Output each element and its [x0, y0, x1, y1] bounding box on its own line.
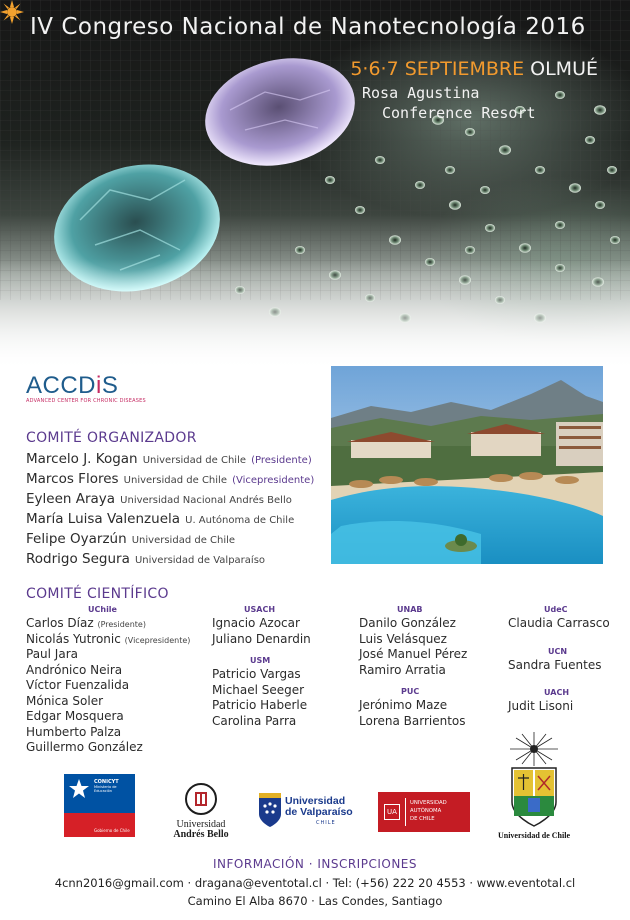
institution-head: USACH	[244, 605, 276, 614]
contact-line[interactable]: 4cnn2016@gmail.com · dragana@eventotal.cl · Tel: (+56) 222 20 4553 · www.eventotal.cl	[54, 876, 576, 890]
organizing-committee-title: COMITÉ ORGANIZADOR	[26, 430, 197, 446]
sci-member: Carolina Parra	[212, 713, 297, 728]
institution-head: PUC	[401, 687, 420, 696]
institution-head: UACH	[544, 688, 570, 697]
institution-head: UNAB	[397, 605, 423, 614]
uv-shield-icon	[258, 792, 282, 828]
sci-member: Judit Lisoni	[508, 699, 574, 713]
congress-dates	[350, 58, 598, 80]
org-member: Eyleen Araya Universidad Nacional Andrés Bello	[26, 491, 292, 507]
sci-member: Guillermo González	[26, 740, 143, 754]
institution-head: USM	[250, 656, 271, 665]
institution-head: UdeC	[544, 605, 568, 614]
sci-member: Patricio Vargas	[212, 667, 301, 681]
sci-member: Andrónico Neira	[26, 662, 123, 677]
sci-member: Juliano Denardin	[212, 631, 311, 646]
org-member: Marcos Flores Universidad de Chile (Vicepresidente)	[26, 471, 315, 487]
sci-member: Sandra Fuentes	[508, 657, 602, 672]
sci-member: Nicolás Yutronic (Vicepresidente)	[26, 631, 191, 646]
venue-line-1: Rosa Agustina	[362, 84, 480, 102]
unab-logo: Universidad Andrés Bello	[166, 782, 236, 840]
sci-member: Patricio Haberle	[212, 698, 308, 712]
sci-col-uchile	[26, 604, 196, 756]
place-text: OLMUÉ	[530, 58, 598, 80]
sci-col-udec-ucn-uach	[508, 604, 618, 715]
dates-text: 5·6·7 SEPTIEMBRE	[350, 58, 525, 80]
sci-member: Edgar Mosquera	[26, 709, 124, 723]
sci-member: José Manuel Pérez	[359, 647, 468, 661]
uchile-crest-icon	[494, 732, 574, 830]
sci-col-usach-usm	[212, 604, 342, 729]
header-banner	[0, 0, 630, 370]
congress-title: IV Congreso Nacional de Nanotecnología 2016	[30, 14, 586, 40]
sci-member: Paul Jara	[26, 647, 78, 661]
star-icon	[68, 778, 90, 800]
uchile-logo: Universidad de Chile	[494, 732, 574, 842]
org-member: Rodrigo Segura Universidad de Valparaíso	[26, 551, 266, 567]
sci-col-unab-puc	[359, 604, 499, 729]
accdis-logo	[26, 372, 146, 404]
org-member: María Luisa Valenzuela U. Autónoma de Chile	[26, 511, 295, 527]
sci-member: Luis Velásquez	[359, 631, 447, 646]
organizing-committee-list	[26, 448, 336, 568]
conicyt-logo: CONICYT Ministerio de Educación Gobierno de Chile	[64, 774, 135, 837]
sci-member: Víctor Fuenzalida	[26, 678, 130, 692]
sci-member: Humberto Palza	[26, 724, 122, 739]
institution-head: UCN	[548, 646, 568, 656]
sci-member: Ignacio Azocar	[212, 616, 300, 630]
sci-member: Mónica Soler	[26, 693, 104, 708]
sci-member: Ramiro Arratia	[359, 662, 446, 677]
address-line: Camino El Alba 8670 · Las Condes, Santiago	[187, 894, 443, 908]
sun-icon	[0, 0, 24, 24]
autonoma-logo: UA UNIVERSIDAD AUTÓNOMA DE CHILE	[378, 792, 470, 832]
sci-member: Michael Seeger	[212, 682, 305, 697]
sci-member: Jerónimo Maze	[359, 698, 448, 712]
org-member: Marcelo J. Kogan Universidad de Chile (Presidente)	[26, 451, 312, 467]
uv-logo: Universidad de Valparaíso CHILE	[258, 790, 358, 832]
accdis-tagline: ADVANCED CENTER FOR CHRONIC DISEASES	[26, 398, 146, 404]
venue-line-2: Conference Resort	[382, 104, 536, 122]
info-registration-title: INFORMACIÓN · INSCRIPCIONES	[213, 857, 417, 871]
org-member: Felipe Oyarzún Universidad de Chile	[26, 531, 236, 547]
resort-photo	[331, 366, 603, 564]
scientific-committee-title: COMITÉ CIENTÍFICO	[26, 586, 169, 602]
sci-member: Carlos Díaz (Presidente)	[26, 616, 146, 630]
sci-member: Lorena Barrientos	[359, 713, 466, 728]
institution-head: UChile	[88, 605, 117, 614]
sci-member: Claudia Carrasco	[508, 616, 610, 630]
unab-crest-icon	[184, 782, 218, 816]
accdis-wordmark: ACCDiS	[26, 372, 119, 399]
sci-member: Danilo González	[359, 616, 456, 630]
nanoparticle-artwork	[0, 0, 630, 370]
